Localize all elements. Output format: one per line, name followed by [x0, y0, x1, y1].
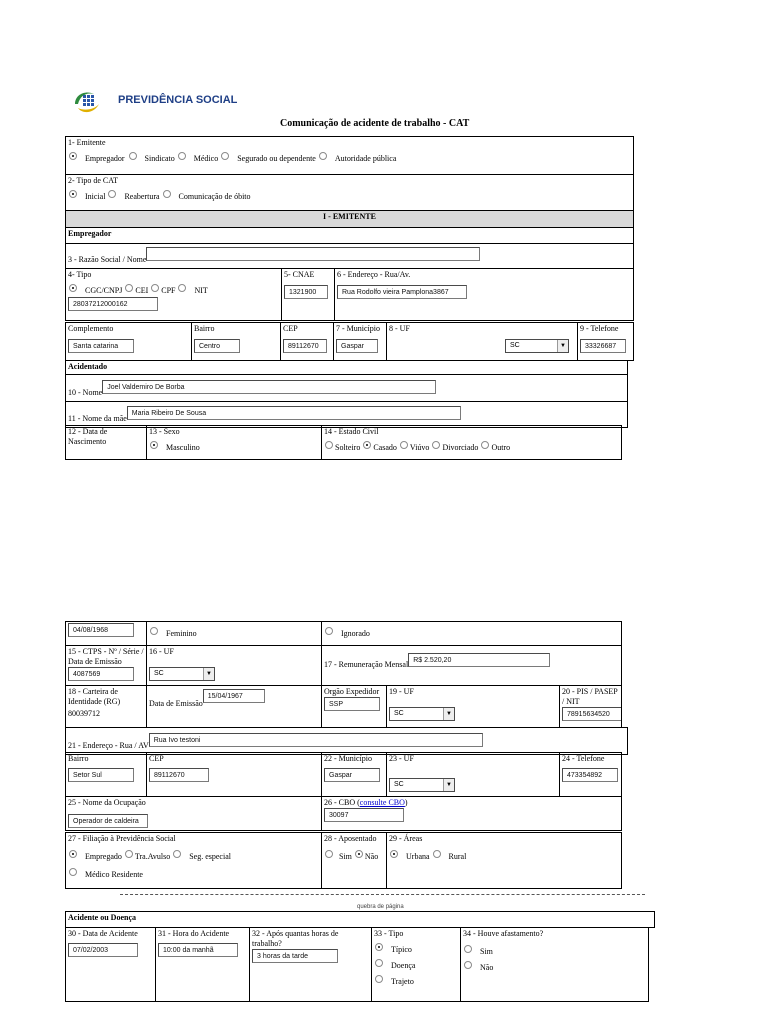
empregador-heading: Empregador [66, 228, 634, 244]
ctps-input[interactable]: 4087569 [68, 667, 134, 681]
radio-reabertura[interactable] [108, 190, 116, 198]
uf16-select-value: SC [154, 670, 164, 677]
opt-doenca: Doença [391, 961, 416, 970]
radio-afast-nao[interactable] [464, 961, 472, 969]
aposentado-label: 28 - Aposentado [324, 834, 377, 843]
razao-social-label: 3 - Razão Social / Nome [68, 254, 147, 264]
chevron-down-icon: ▼ [443, 708, 454, 720]
empregador-row-tipo [65, 268, 634, 321]
acidentado-cont-table [65, 621, 622, 646]
radio-urbana[interactable] [390, 850, 398, 858]
radio-solteiro[interactable] [325, 441, 333, 449]
chevron-down-icon: ▼ [443, 779, 454, 791]
bairro2-input[interactable]: Setor Sul [68, 768, 134, 782]
radio-seg-especial[interactable] [173, 850, 181, 858]
filiacao-cell [66, 833, 322, 889]
end21-label: 21 - Endereço - Rua / AV [68, 740, 149, 750]
radio-medico[interactable] [178, 152, 186, 160]
nome-input[interactable]: Joel Valdemiro De Borba [102, 380, 436, 394]
tipo-cell [66, 269, 282, 321]
opt-masculino: Masculino [166, 443, 200, 452]
uf23-cell [387, 753, 560, 797]
radio-medico-residente[interactable] [69, 868, 77, 876]
mae-label: 11 - Nome da mãe [68, 413, 127, 423]
opt-empregado: Empregado [85, 852, 122, 861]
radio-cei[interactable] [125, 284, 133, 292]
ctps-label: 15 - CTPS - Nº / Série / Data de Emissão [68, 647, 144, 666]
radio-afast-sim[interactable] [464, 945, 472, 953]
radio-casado[interactable] [363, 441, 371, 449]
logo-emblem-icon [72, 86, 102, 116]
cep-label: CEP [283, 324, 298, 333]
filiacao-label: 27 - Filiação à Previdência Social [68, 834, 176, 843]
ignorado-cell [322, 622, 622, 646]
opt-urbana: Urbana [406, 852, 430, 861]
end21-cell [66, 728, 628, 755]
radio-segurado[interactable] [221, 152, 229, 160]
afastamento-label: 34 - Houve afastamento? [463, 929, 544, 938]
org-name: PREVIDÊNCIA SOCIAL [118, 94, 238, 106]
opt-afast-sim: Sim [480, 947, 493, 956]
end21-row [65, 727, 628, 755]
opt-aposentado-nao: Não [364, 852, 379, 861]
uf23-select-value: SC [394, 781, 404, 788]
opt-ignorado: Ignorado [341, 629, 370, 638]
radio-nit[interactable] [178, 284, 186, 292]
radio-empregador[interactable] [69, 152, 77, 160]
radio-feminino[interactable] [150, 627, 158, 635]
opt-cnpj: CGC/CNPJ [85, 286, 123, 295]
chevron-down-icon: ▼ [557, 340, 568, 352]
cep2-label: CEP [149, 754, 164, 763]
hora-cell [156, 928, 250, 1002]
radio-obito[interactable] [163, 190, 171, 198]
radio-aposentado-nao[interactable] [355, 850, 363, 858]
ocupacao-label: 25 - Nome da Ocupação [68, 798, 146, 807]
remuneracao-input[interactable]: R$ 2.520,20 [408, 653, 550, 667]
nasc-input-cell [66, 622, 147, 646]
uf23-label: 23 - UF [389, 754, 414, 763]
cbo-cell [322, 797, 622, 831]
radio-rural[interactable] [433, 850, 441, 858]
apos-input[interactable]: 3 horas da tarde [252, 949, 338, 963]
tel24-input[interactable]: 473354892 [562, 768, 618, 782]
opt-reabertura: Reabertura [124, 192, 160, 201]
uf-select-value: SC [510, 342, 520, 349]
page-break-label: quebra de página [357, 904, 404, 910]
tipo-acidente-cell [372, 928, 461, 1002]
acidentado-row-nasc [65, 425, 622, 460]
endereco-label: 6 - Endereço - Rua/Av. [337, 270, 411, 279]
emissao-cell [147, 686, 322, 728]
opt-medico-residente: Médico Residente [85, 870, 143, 879]
opt-afast-nao: Não [480, 963, 494, 972]
mun22-label: 22 - Município [324, 754, 372, 763]
section-emitente-header: I - EMITENTE [66, 211, 634, 228]
chevron-down-icon: ▼ [203, 668, 214, 680]
orgao-input[interactable]: SSP [324, 697, 380, 711]
razao-social-cell [66, 244, 634, 269]
nasc-cell [66, 426, 147, 460]
radio-aposentado-sim[interactable] [325, 850, 333, 858]
radio-tipico[interactable] [375, 943, 383, 951]
cbo-input[interactable]: 30097 [324, 808, 404, 822]
uf-cell [387, 323, 578, 361]
orgao-cell [322, 686, 387, 728]
tipo-acidente-label: 33 - Tipo [374, 929, 404, 938]
uf16-cell [147, 646, 322, 686]
opt-casado: Casado [373, 443, 397, 452]
nasc-input[interactable]: 04/08/1968 [68, 623, 134, 637]
tel24-label: 24 - Telefone [562, 754, 605, 763]
pis-input[interactable]: 78915634520 [562, 707, 622, 721]
uf-label: 8 - UF [389, 324, 410, 333]
nome-label: 10 - Nome [68, 387, 103, 397]
tipo-label: 4- Tipo [68, 270, 92, 279]
hora-label: 31 - Hora do Acidente [158, 929, 230, 938]
uf19-label: 19 - UF [389, 687, 414, 696]
opt-medico: Médico [193, 154, 219, 163]
complemento-cell [66, 323, 192, 361]
acidentado-heading: Acidentado [66, 361, 628, 375]
mun22-input[interactable]: Gaspar [324, 768, 380, 782]
radio-trajeto[interactable] [375, 975, 383, 983]
opt-inicial: Inicial [85, 192, 106, 201]
telefone-cell [578, 323, 634, 361]
acidente-heading: Acidente ou Doença [66, 912, 655, 928]
radio-ignorado[interactable] [325, 627, 333, 635]
cep2-input[interactable]: 89112670 [149, 768, 209, 782]
nome-cell [66, 375, 628, 402]
opt-seg-especial: Seg. especial [189, 852, 231, 861]
pis-cell [560, 686, 622, 728]
complemento-input[interactable]: Santa catarina [68, 339, 134, 353]
uf-select[interactable] [505, 339, 569, 353]
razao-social-input[interactable] [146, 247, 480, 261]
cnae-label: 5- CNAE [284, 270, 315, 279]
orgao-label: Orgão Expedidor [324, 687, 380, 696]
opt-nit: NIT [194, 286, 208, 295]
bairro2-label: Bairro [68, 754, 89, 763]
emitente-label: 1- Emitente [68, 138, 106, 147]
radio-cnpj[interactable] [69, 284, 77, 292]
emissao-label: Data de Emissão [149, 698, 203, 708]
municipio-input[interactable]: Gaspar [336, 339, 378, 353]
bairro-label: Bairro [194, 324, 215, 333]
acidente-heading-table [65, 911, 655, 928]
uf16-select[interactable] [149, 667, 215, 681]
radio-autoridade[interactable] [319, 152, 327, 160]
opt-obito: Comunicação de óbito [178, 192, 251, 201]
rg-cell [66, 686, 147, 728]
opt-empregador: Empregador [85, 154, 125, 163]
ocupacao-input[interactable]: Operador de caldeira [68, 814, 148, 828]
radio-divorciado[interactable] [432, 441, 440, 449]
rg-row [65, 685, 622, 728]
radio-sindicato[interactable] [129, 152, 137, 160]
civil-cell [322, 426, 622, 460]
nasc-label: 12 - Data de Nascimento [68, 427, 108, 446]
cbo-label-close: ) [404, 798, 408, 807]
opt-trajeto: Trajeto [391, 977, 414, 986]
uf19-select-value: SC [394, 710, 404, 717]
radio-inicial[interactable] [69, 190, 77, 198]
opt-sindicato: Sindicato [144, 154, 175, 163]
remuneracao-cell [322, 646, 622, 686]
cnae-cell [282, 269, 335, 321]
rg-value: 80039712 [68, 709, 100, 718]
opt-segurado: Segurado ou dependente [237, 154, 316, 163]
pis-label: 20 - PIS / PASEP / NIT [562, 687, 618, 706]
ocupacao-row [65, 796, 622, 831]
cep2-cell [147, 753, 322, 797]
tipo-cat-cell [66, 175, 634, 211]
uf16-label: 16 - UF [149, 647, 174, 656]
opt-avulso: Tra.Avulso [134, 852, 171, 861]
bairro-row [65, 752, 622, 797]
telefone-label: 9 - Telefone [580, 324, 619, 333]
emissao-input[interactable]: 15/04/1967 [203, 689, 265, 703]
areas-label: 29 - Áreas [389, 834, 423, 843]
data-acidente-label: 30 - Data de Acidente [68, 929, 138, 938]
sexo-cell [147, 426, 322, 460]
cbo-label: 26 - CBO ( [324, 798, 360, 807]
areas-cell [387, 833, 622, 889]
opt-feminino: Feminino [166, 629, 197, 638]
municipio-label: 7 - Município [336, 324, 380, 333]
tipo-doc-input[interactable]: 28037212000162 [68, 297, 158, 311]
opt-solteiro: Solteiro [335, 443, 361, 452]
cep-cell [281, 323, 334, 361]
endereco-input[interactable]: Rua Rodolfo vieira Pamplona3867 [337, 285, 467, 299]
data-acidente-input[interactable]: 07/02/2003 [68, 943, 138, 957]
radio-cpf[interactable] [151, 284, 159, 292]
cnae-input[interactable]: 1321900 [284, 285, 328, 299]
previdencia-logo [72, 86, 252, 116]
opt-viuvo: Viúvo [409, 443, 430, 452]
remuneracao-label: 17 - Remuneração Mensal [324, 659, 409, 669]
mun22-cell [322, 753, 387, 797]
bairro-cell [192, 323, 281, 361]
radio-viuvo[interactable] [400, 441, 408, 449]
ocupacao-cell [66, 797, 322, 831]
radio-doenca[interactable] [375, 959, 383, 967]
ctps-cell [66, 646, 147, 686]
radio-outro[interactable] [481, 441, 489, 449]
data-acidente-cell [66, 928, 156, 1002]
mae-cell [66, 402, 628, 428]
opt-aposentado-sim: Sim [339, 852, 352, 861]
endereco-cell [335, 269, 634, 321]
sexo-label: 13 - Sexo [149, 427, 180, 436]
cep-input[interactable]: 89112670 [283, 339, 327, 353]
uf23-select[interactable] [389, 778, 455, 792]
complemento-label: Complemento [68, 324, 114, 333]
hora-input[interactable]: 10:00 da manhã [158, 943, 238, 957]
radio-empregado[interactable] [69, 850, 77, 858]
page-break-line [120, 894, 645, 895]
rg-label: 18 - Carteira de Identidade (RG) [68, 687, 121, 706]
opt-outro: Outro [491, 443, 511, 452]
emitente-table [65, 136, 634, 269]
opt-rural: Rural [448, 852, 467, 861]
uf19-select[interactable] [389, 707, 455, 721]
end21-input[interactable]: Rua Ivo testoni [149, 733, 483, 747]
apos-label: 32 - Após quantas horas de trabalho? [252, 929, 339, 948]
municipio-cell [334, 323, 387, 361]
bairro2-cell [66, 753, 147, 797]
opt-divorciado: Divorciado [442, 443, 479, 452]
bairro-input[interactable]: Centro [194, 339, 240, 353]
opt-cpf: CPF [161, 286, 176, 295]
feminino-cell [147, 622, 322, 646]
aposentado-cell [322, 833, 387, 889]
opt-tipico: Típico [391, 945, 412, 954]
acidentado-table [65, 360, 628, 428]
opt-cei: CEI [135, 286, 149, 295]
civil-label: 14 - Estado Civil [324, 427, 379, 436]
apos-cell [250, 928, 372, 1002]
ctps-row [65, 645, 622, 686]
emitente-cell [66, 137, 634, 175]
uf19-cell [387, 686, 560, 728]
opt-autoridade: Autoridade pública [334, 154, 397, 163]
tel24-cell [560, 753, 622, 797]
mae-input[interactable]: Maria Ribeiro De Sousa [127, 406, 461, 420]
radio-masculino[interactable] [150, 441, 158, 449]
page-title: Comunicação de acidente de trabalho - CAT [280, 118, 470, 129]
tipo-cat-label: 2- Tipo de CAT [68, 176, 119, 185]
telefone-input[interactable]: 33326687 [580, 339, 626, 353]
acidente-table [65, 927, 649, 1002]
filiacao-row [65, 832, 622, 889]
afastamento-cell [461, 928, 649, 1002]
empregador-row-complemento [65, 322, 634, 361]
radio-avulso[interactable] [125, 850, 133, 858]
consulte-cbo-link[interactable]: consulte CBO [359, 798, 405, 807]
